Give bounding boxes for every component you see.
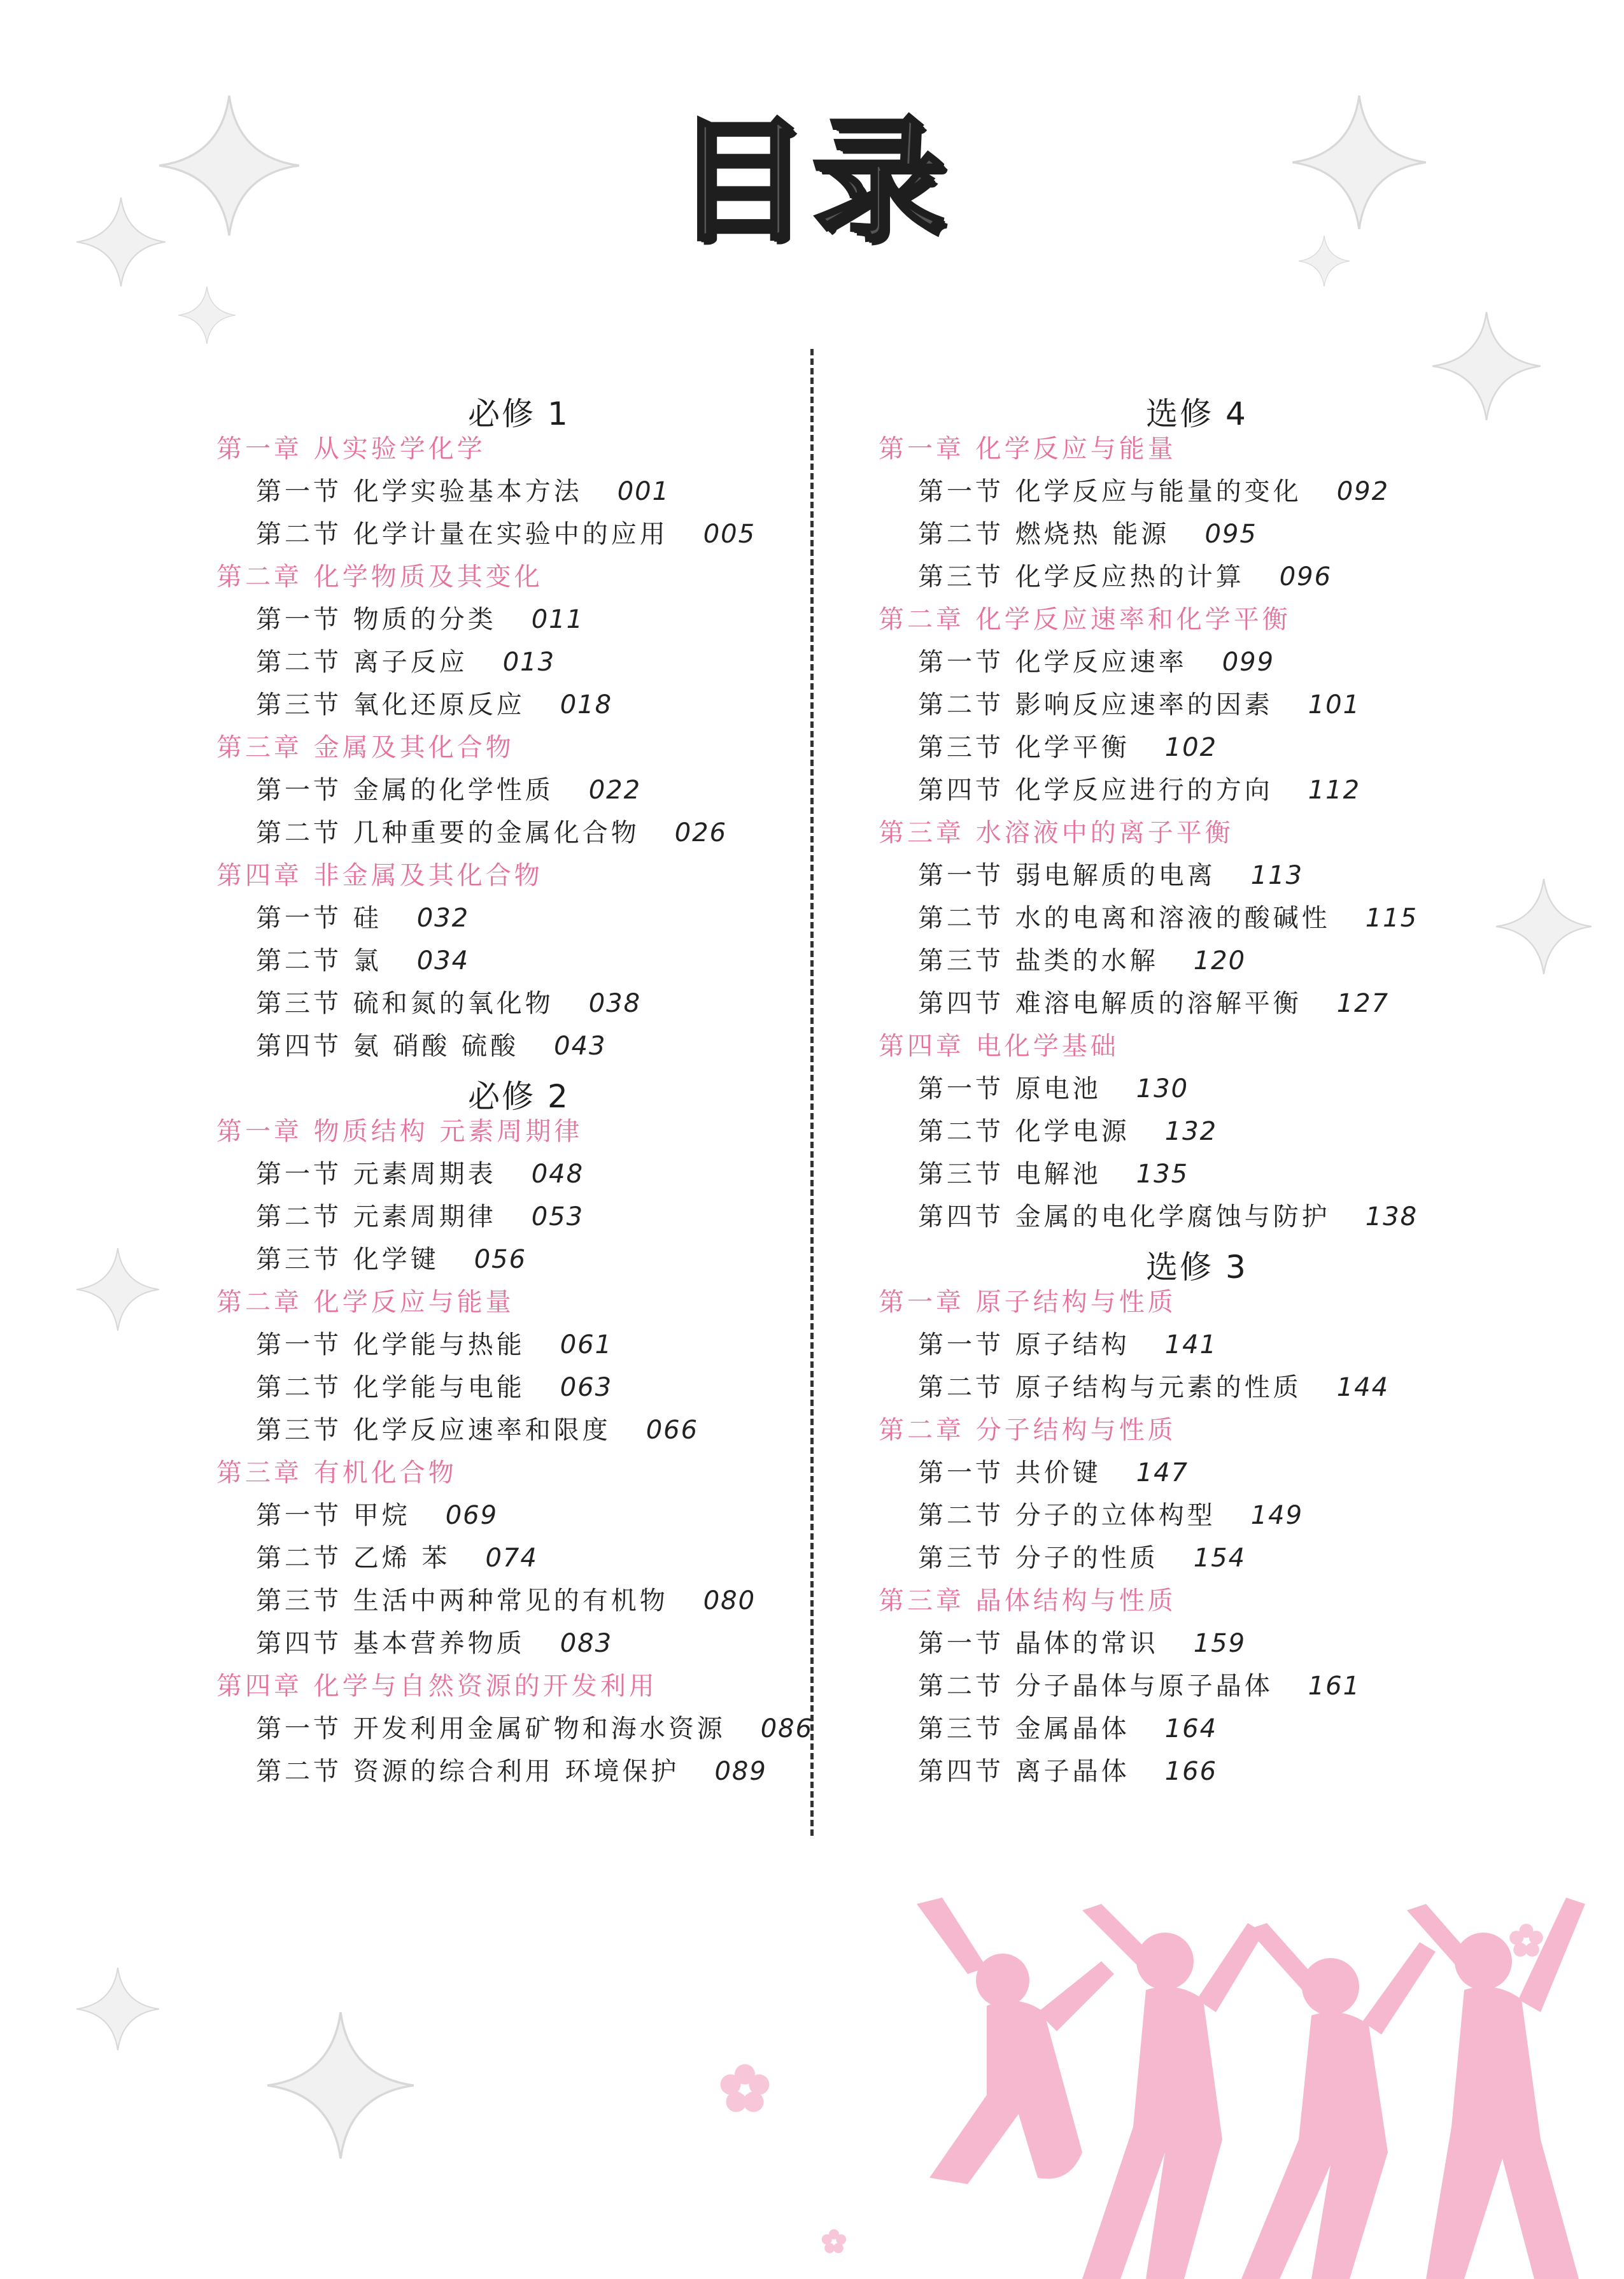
chapter-heading[interactable]: 第四章 化学与自然资源的开发利用 [216,1672,658,1701]
section-label: 第一节 化学反应速率 [918,648,1187,677]
section-entry[interactable] [879,983,1515,1025]
chapter-heading[interactable]: 第三章 水溶液中的离子平衡 [879,818,1234,848]
sparkle-icon [178,287,236,344]
flower-icon [821,2229,847,2254]
section-entry[interactable] [879,471,1515,513]
page-number: 001 [617,477,670,506]
section-entry[interactable] [879,684,1515,727]
section-label: 第三节 电解池 [918,1160,1101,1189]
section-entry[interactable] [879,1068,1515,1111]
page-number: 083 [560,1629,613,1658]
chapter-heading[interactable]: 第三章 有机化合物 [216,1458,457,1487]
section-entry[interactable] [216,1537,821,1580]
section-label: 第一节 开发利用金属矿物和海水资源 [256,1714,726,1743]
section-entry[interactable] [879,855,1515,897]
page-number: 102 [1164,733,1218,762]
chapter-heading[interactable]: 第二章 化学物质及其变化 [216,562,543,592]
sparkle-icon [76,1248,159,1331]
section-label: 第四节 金属的电化学腐蚀与防护 [918,1202,1331,1232]
page-number: 022 [588,776,642,805]
section-label: 第一节 弱电解质的电离 [918,861,1216,890]
section-label: 第一节 物质的分类 [256,605,497,634]
section-label: 第三节 盐类的水解 [918,946,1159,976]
section-label: 第一节 共价键 [918,1458,1101,1487]
page-number: 048 [531,1160,584,1189]
section-label: 第四节 基本营养物质 [256,1629,525,1658]
section-label: 第二节 化学电源 [918,1117,1130,1146]
page-number: 164 [1164,1714,1218,1743]
toc-book [879,385,1515,1239]
flower-icon [719,2063,770,2114]
section-label: 第三节 分子的性质 [918,1544,1159,1573]
section-label: 第四节 离子晶体 [918,1757,1130,1786]
section-label: 第一节 化学反应与能量的变化 [918,477,1302,506]
section-label: 第一节 化学实验基本方法 [256,477,583,506]
section-label: 第一节 金属的化学性质 [256,776,554,805]
section-label: 第二节 化学能与电能 [256,1373,525,1402]
section-label: 第三节 化学反应热的计算 [918,562,1245,592]
flower-icon [1509,1923,1544,1958]
section-label: 第三节 硫和氮的氧化物 [256,989,554,1018]
section-label: 第四节 化学反应进行的方向 [918,776,1273,805]
toc-book [216,1068,821,1793]
page-number: 095 [1204,520,1257,549]
section-label: 第二节 几种重要的金属化合物 [256,818,640,848]
page-number: 166 [1164,1757,1218,1786]
page-number: 066 [646,1416,699,1445]
section-entry[interactable] [216,1494,821,1537]
section-entry[interactable] [879,641,1515,684]
page-number: 147 [1136,1458,1189,1487]
section-entry[interactable] [879,513,1515,556]
section-entry[interactable] [216,1324,821,1367]
page-number: 101 [1308,690,1361,720]
section-label: 第二节 化学计量在实验中的应用 [256,520,668,549]
section-label: 第一节 化学能与热能 [256,1330,525,1360]
page-number: 161 [1308,1672,1361,1701]
section-entry[interactable] [879,897,1515,940]
section-label: 第二节 原子结构与元素的性质 [918,1373,1302,1402]
chapter-heading[interactable]: 第二章 化学反应速率和化学平衡 [879,605,1291,634]
page-number: 026 [674,818,728,848]
book-title: 选修 3 [1146,1249,1248,1286]
section-label: 第三节 化学平衡 [918,733,1130,762]
section-label: 第二节 水的电离和溶液的酸碱性 [918,904,1331,933]
section-label: 第四节 难溶电解质的溶解平衡 [918,989,1302,1018]
page-number: 086 [760,1714,814,1743]
page-number: 074 [485,1544,538,1573]
section-entry[interactable] [216,769,821,812]
section-entry[interactable] [879,1537,1515,1580]
section-entry[interactable] [879,1324,1515,1367]
section-entry[interactable] [216,983,821,1025]
section-entry[interactable] [216,1622,821,1665]
section-label: 第二节 元素周期律 [256,1202,497,1232]
book-title: 选修 4 [1146,395,1248,432]
page-number: 127 [1336,989,1390,1018]
toc-book [879,1239,1515,1793]
page-number: 092 [1336,477,1390,506]
page-number: 135 [1136,1160,1189,1189]
section-label: 第二节 资源的综合利用 环境保护 [256,1757,680,1786]
chapter-heading[interactable]: 第一章 原子结构与性质 [879,1288,1176,1317]
page-number: 011 [531,605,584,634]
section-entry[interactable] [216,641,821,684]
section-label: 第二节 燃烧热 能源 [918,520,1170,549]
section-label: 第一节 甲烷 [256,1501,411,1530]
section-entry[interactable] [216,1025,821,1068]
section-label: 第一节 原子结构 [918,1330,1130,1360]
page-number: 038 [588,989,642,1018]
page-number: 120 [1193,946,1246,976]
page-number: 112 [1308,776,1361,805]
section-entry[interactable] [216,1239,821,1281]
book-title: 必修 2 [468,1078,570,1115]
chapter-heading[interactable]: 第二章 化学反应与能量 [216,1288,514,1317]
page-number: 013 [502,648,556,677]
section-entry[interactable] [216,1153,821,1196]
section-entry[interactable] [216,1580,821,1622]
section-label: 第三节 金属晶体 [918,1714,1130,1743]
page-number: 113 [1250,861,1304,890]
section-entry[interactable] [879,1708,1515,1750]
chapter-heading[interactable]: 第四章 非金属及其化合物 [216,861,543,890]
section-entry[interactable] [879,1196,1515,1239]
chapter-heading[interactable]: 第一章 物质结构 元素周期律 [216,1117,583,1146]
page-number: 089 [714,1757,767,1786]
page-number: 061 [560,1330,613,1360]
chapter-heading[interactable]: 第二章 分子结构与性质 [879,1416,1176,1445]
section-entry[interactable] [216,471,821,513]
page-number: 053 [531,1202,584,1232]
page-number: 115 [1365,904,1418,933]
section-label: 第一节 元素周期表 [256,1160,497,1189]
page-number: 132 [1164,1117,1218,1146]
section-entry[interactable] [879,1153,1515,1196]
section-label: 第三节 氧化还原反应 [256,690,525,720]
page-number: 159 [1193,1629,1246,1658]
section-entry[interactable] [216,684,821,727]
page-title: 目录 [674,103,950,259]
section-label: 第二节 分子晶体与原子晶体 [918,1672,1273,1701]
section-label: 第一节 硅 [256,904,382,933]
page-number: 005 [703,520,756,549]
section-entry[interactable] [216,513,821,556]
section-label: 第一节 晶体的常识 [918,1629,1159,1658]
section-label: 第二节 影响反应速率的因素 [918,690,1273,720]
page-number: 138 [1365,1202,1418,1232]
section-label: 第二节 分子的立体构型 [918,1501,1216,1530]
section-entry[interactable] [879,1622,1515,1665]
page-number: 080 [703,1586,756,1615]
page-number: 018 [560,690,613,720]
chapter-heading[interactable]: 第一章 从实验学化学 [216,434,486,464]
section-entry[interactable] [216,1196,821,1239]
page-number: 130 [1136,1074,1189,1104]
section-entry[interactable] [879,940,1515,983]
sparkle-icon [267,2012,414,2159]
section-entry[interactable] [879,1665,1515,1708]
page-number: 099 [1222,648,1275,677]
section-label: 第二节 氯 [256,946,382,976]
section-entry[interactable] [879,1111,1515,1153]
chapter-heading[interactable]: 第三章 金属及其化合物 [216,733,514,762]
page-number: 154 [1193,1544,1246,1573]
section-label: 第二节 离子反应 [256,648,468,677]
section-entry[interactable] [879,1494,1515,1537]
section-label: 第三节 化学反应速率和限度 [256,1416,611,1445]
toc-right-column [879,385,1515,1793]
section-entry[interactable] [879,1367,1515,1409]
page-number: 141 [1164,1330,1218,1360]
section-entry[interactable] [216,1409,821,1452]
page-number: 056 [474,1245,527,1274]
section-label: 第一节 原电池 [918,1074,1101,1104]
page-number: 063 [560,1373,613,1402]
section-entry[interactable] [216,940,821,983]
section-entry[interactable] [879,769,1515,812]
book-title: 必修 1 [468,395,570,432]
section-entry[interactable] [879,1750,1515,1793]
sparkle-icon [76,1968,159,2050]
section-entry[interactable] [216,812,821,855]
section-entry[interactable] [216,1750,821,1793]
page-number: 032 [416,904,470,933]
section-label: 第三节 化学键 [256,1245,439,1274]
section-entry[interactable] [216,1708,821,1750]
chapter-heading[interactable]: 第一章 化学反应与能量 [879,434,1176,464]
page-number: 149 [1250,1501,1304,1530]
page-number: 043 [554,1032,607,1061]
page-number: 034 [416,946,470,976]
chapter-heading[interactable]: 第三章 晶体结构与性质 [879,1586,1176,1615]
section-entry[interactable] [216,897,821,940]
page-number: 144 [1336,1373,1390,1402]
section-label: 第三节 生活中两种常见的有机物 [256,1586,668,1615]
section-entry[interactable] [879,727,1515,769]
page-number: 069 [445,1501,498,1530]
toc-book [216,385,821,1068]
page-number: 096 [1279,562,1332,592]
toc-left-column [216,385,821,1793]
chapter-heading[interactable]: 第四章 电化学基础 [879,1032,1119,1061]
section-entry[interactable] [879,556,1515,599]
section-entry[interactable] [216,1367,821,1409]
section-label: 第四节 氨 硝酸 硫酸 [256,1032,519,1061]
section-entry[interactable] [879,1452,1515,1494]
section-entry[interactable] [216,599,821,641]
section-label: 第二节 乙烯 苯 [256,1544,451,1573]
